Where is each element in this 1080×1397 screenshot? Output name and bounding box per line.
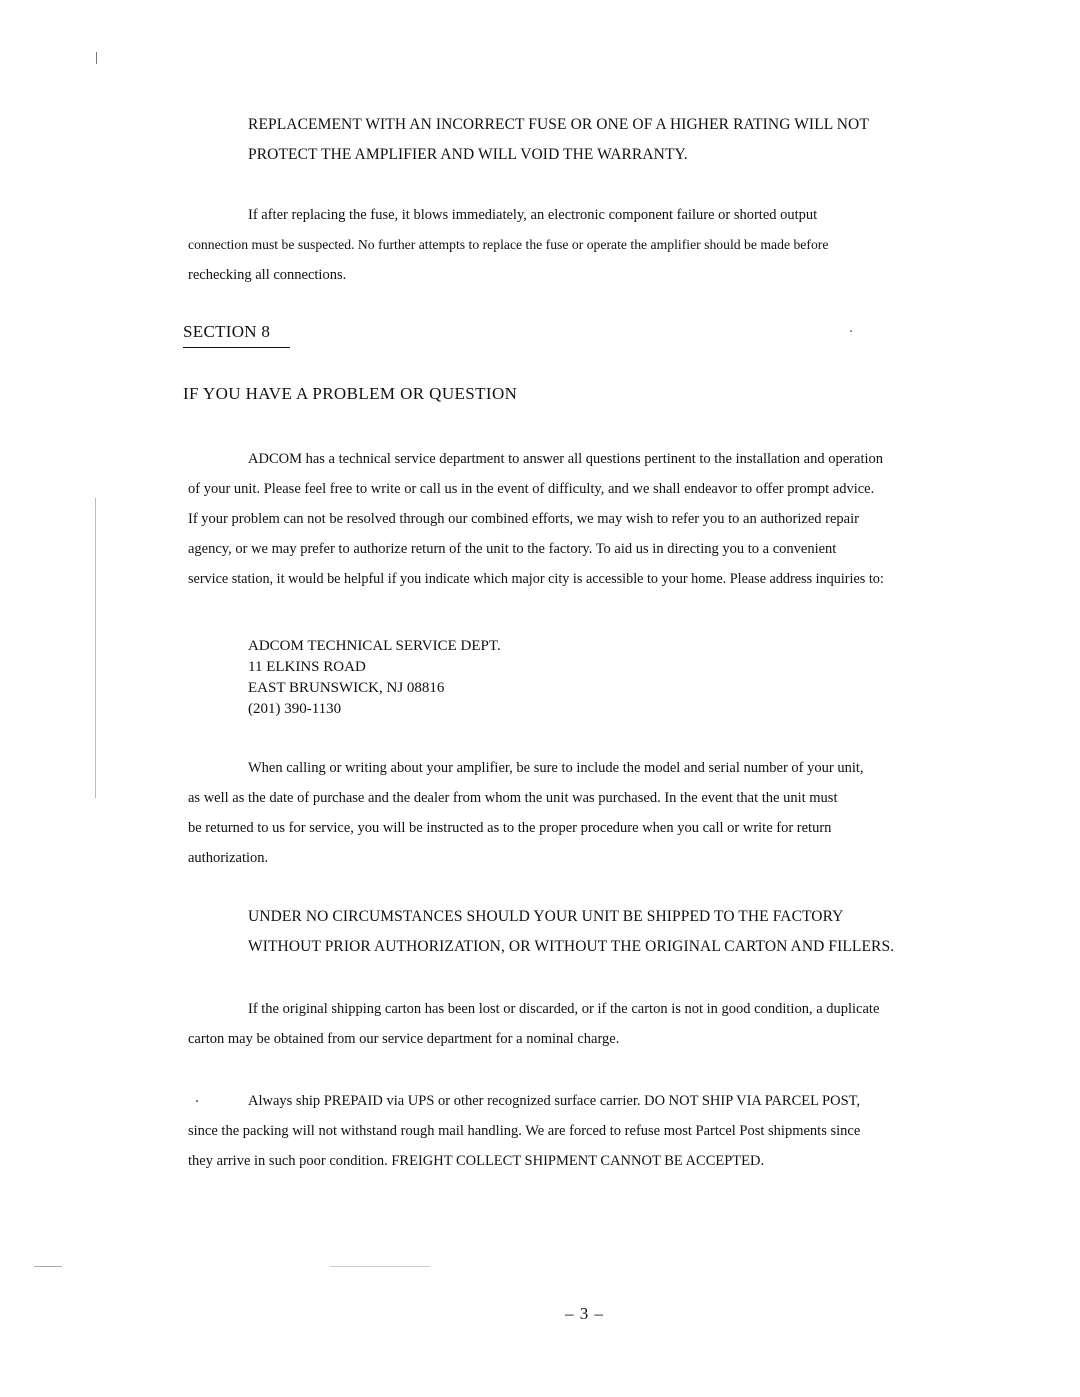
section-heading-underline — [183, 347, 290, 348]
fuse-paragraph-line-2: connection must be suspected. No further attempts to replace the fuse or operate the amplifier should be made before — [188, 237, 829, 252]
carton-paragraph-line-1: If the original shipping carton has been lost or discarded, or if the carton is not in good condition, a duplicate — [248, 1001, 880, 1017]
scan-artifact — [196, 1100, 198, 1102]
scan-artifact — [34, 1266, 62, 1267]
fuse-warning-line-2: PROTECT THE AMPLIFIER AND WILL VOID THE WARRANTY. — [248, 146, 688, 163]
fuse-warning-line-1: REPLACEMENT WITH AN INCORRECT FUSE OR ONE OF A HIGHER RATING WILL NOT — [248, 116, 869, 133]
fuse-paragraph-line-1: If after replacing the fuse, it blows immediately, an electronic component failure or shorted output — [248, 207, 818, 223]
scan-artifact — [96, 52, 97, 64]
page-number: – 3 – — [565, 1304, 604, 1323]
fuse-warning — [248, 110, 1008, 170]
shipping-warning-line-2: WITHOUT PRIOR AUTHORIZATION, OR WITHOUT THE ORIGINAL CARTON AND FILLERS. — [248, 938, 895, 955]
service-address — [248, 636, 501, 720]
calling-paragraph-line-4: authorization. — [188, 850, 269, 866]
calling-paragraph — [188, 753, 864, 873]
carton-paragraph — [188, 994, 879, 1054]
carton-paragraph-line-2: carton may be obtained from our service department for a nominal charge. — [188, 1031, 620, 1047]
prepaid-paragraph-line-1: Always ship PREPAID via UPS or other recognized surface carrier. DO NOT SHIP VIA PARCEL POST, — [248, 1093, 861, 1109]
calling-paragraph-line-1: When calling or writing about your amplifier, be sure to include the model and serial number of your unit, — [248, 760, 864, 776]
calling-paragraph-line-3: be returned to us for service, you will be instructed as to the proper procedure when you call or write for return — [188, 820, 832, 836]
section-heading: SECTION 8 — [183, 322, 271, 341]
calling-paragraph-line-2: as well as the date of purchase and the dealer from whom the unit was purchased. In the event that the unit must — [188, 790, 838, 806]
shipping-warning-line-1: UNDER NO CIRCUMSTANCES SHOULD YOUR UNIT BE SHIPPED TO THE FACTORY — [248, 908, 844, 925]
address-street: 11 ELKINS ROAD — [248, 659, 366, 675]
scan-artifact — [850, 330, 852, 332]
fuse-paragraph — [188, 200, 828, 290]
fuse-paragraph-line-3: rechecking all connections. — [188, 267, 347, 283]
address-department: ADCOM TECHNICAL SERVICE DEPT. — [248, 638, 501, 654]
service-paragraph-line-2: of your unit. Please feel free to write or call us in the event of difficulty, and we shall endeavor to offer prompt advice. — [188, 481, 875, 497]
service-paragraph-line-5: service station, it would be helpful if you indicate which major city is accessible to your home. Please address inquiries to: — [188, 571, 884, 587]
prepaid-paragraph — [188, 1086, 860, 1176]
section-title: IF YOU HAVE A PROBLEM OR QUESTION — [183, 384, 518, 403]
prepaid-paragraph-line-2: since the packing will not withstand rough mail handling. We are forced to refuse most Partcel Post shipments since — [188, 1123, 861, 1139]
service-paragraph-line-1: ADCOM has a technical service department to answer all questions pertinent to the installation and operation — [248, 451, 883, 467]
address-phone: (201) 390-1130 — [248, 701, 342, 717]
service-paragraph-line-3: If your problem can not be resolved through our combined efforts, we may wish to refer you to an authorized repair — [188, 511, 859, 527]
shipping-warning — [248, 902, 1008, 962]
scan-artifact-binding-line — [95, 498, 96, 798]
service-paragraph — [188, 444, 884, 594]
address-city: EAST BRUNSWICK, NJ 08816 — [248, 680, 445, 696]
prepaid-paragraph-line-3: they arrive in such poor condition. FREIGHT COLLECT SHIPMENT CANNOT BE ACCEPTED. — [188, 1153, 765, 1169]
scan-artifact — [330, 1266, 430, 1267]
service-paragraph-line-4: agency, or we may prefer to authorize return of the unit to the factory. To aid us in directing you to a convenient — [188, 541, 837, 557]
